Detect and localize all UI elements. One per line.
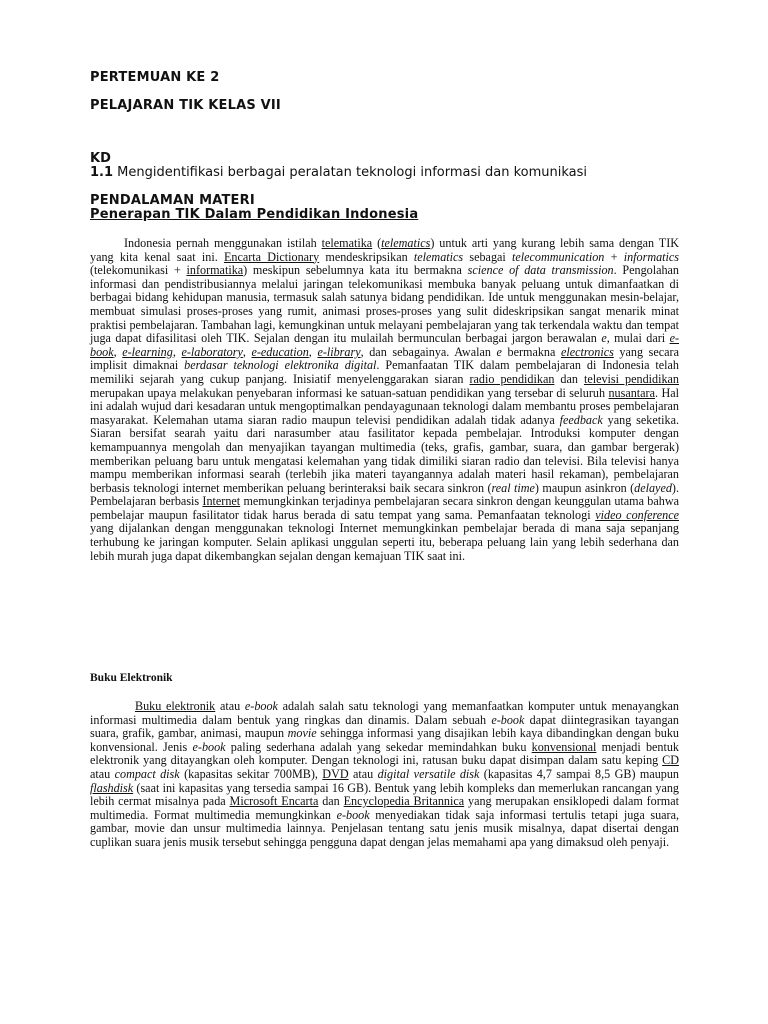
- para1-run: electronics: [561, 344, 614, 359]
- para2-run: atau: [215, 699, 245, 713]
- para2-run: e-book: [192, 739, 226, 754]
- para2-run: DVD: [322, 766, 349, 781]
- para1-run: berdasar teknologi elektronika digital: [184, 358, 377, 373]
- para2-run: CD: [662, 753, 679, 768]
- para1-run: , mulai dari: [606, 331, 670, 346]
- para2-run: movie: [287, 726, 317, 741]
- para2-run: konvensional: [531, 739, 597, 754]
- para1-run: ). Pembelajaran berbasis: [90, 480, 679, 509]
- para1-run: e-learning: [122, 344, 173, 359]
- para1-run: Encarta Dictionary: [223, 249, 320, 264]
- para1-run: . Pemanfaatan TIK dalam pembelajaran di Indonesia telah memiliki sejarah yang cukup panjang. Inisiatif menyelenggarakan siaran: [90, 358, 679, 386]
- para2-run: adalah salah satu teknologi yang memanfaatkan komputer untuk menayangkan informasi multimedia dalam bentuk yang ringkas dan dinamis. Dalam sebuah: [90, 699, 679, 727]
- para2-run: atau: [90, 766, 115, 781]
- kd-text: Mengidentifikasi berbagai peralatan teknologi informasi dan komunikasi: [113, 165, 588, 180]
- para1-run: . Hal ini adalah wujud dari kesadaran untuk mengoptimalkan pendayagunaan teknologi dalam membantu proses pembelajaran masyarakat. Kelemahan utama siaran radio maupun televisi pendidikan adalah tidak adanya: [90, 385, 679, 427]
- para1-run: memungkinkan terjadinya pembelajaran secara sinkron dengan keunggulan utama bahwa pembelajar maupun fasilitator tidak harus berada di satu tempat yang sama. Pemanfaatan teknologi: [90, 494, 679, 522]
- para1-run: e: [601, 331, 607, 346]
- lesson-heading: PELAJARAN TIK KELAS VII: [90, 98, 281, 113]
- para1-run: e-laboratory: [181, 344, 243, 359]
- para2-run: atau: [348, 766, 378, 781]
- para1-run: e-book: [90, 331, 680, 359]
- kd-number: 1.1: [90, 165, 114, 180]
- para2-run: dapat diintegrasikan tayangan suara, grafik, gambar, animasi, maupun: [90, 712, 679, 741]
- para1-run: ,: [242, 344, 252, 359]
- buku-elektronik-heading: Buku Elektronik: [90, 672, 173, 684]
- para1-run: delayed: [634, 480, 672, 495]
- para1-run: real time: [491, 480, 535, 495]
- para1-run: Internet: [202, 494, 241, 509]
- para2-run: menjadi bentuk elektronik yang ditayangkan oleh komputer. Dengan teknologi ini, ratusan buku dapat disimpan dalam satu keping: [90, 739, 679, 768]
- kd-line: [90, 165, 587, 180]
- para1-run: feedback: [559, 412, 603, 427]
- para1-run: telematika: [321, 236, 373, 250]
- paragraph-penerapan: [90, 237, 679, 563]
- para1-run: Indonesia pernah menggunakan istilah: [124, 236, 322, 250]
- para1-run: telematics: [381, 236, 431, 250]
- para1-run: ) maupun asinkron (: [534, 480, 635, 495]
- para1-run: , dan sebagainya. Awalan: [360, 344, 497, 359]
- meeting-heading: PERTEMUAN KE 2: [90, 70, 220, 85]
- para1-run: ) untuk arti yang kurang lebih sama dengan TIK yang kita kenal saat ini.: [90, 236, 680, 264]
- para1-run: dan: [554, 371, 584, 386]
- para2-run: (kapasitas sekitar 700MB),: [179, 766, 323, 781]
- para2-run: e-book: [244, 699, 278, 713]
- para1-run: ,: [308, 344, 318, 359]
- para1-run: ,: [113, 344, 123, 359]
- para1-run: yang dijalankan dengan menggunakan teknologi Internet memungkinkan pembelajar berada di mana saja sepanjang terhubung ke jaringan komputer. Selain aplikasi unggulan seperti itu, beberapa peluang lain yang lebih sederhana dan lebih murah juga dapat dikembangkan sejalan dengan kemajuan TIK saat ini.: [90, 521, 679, 563]
- para2-run: Buku elektronik: [135, 699, 216, 713]
- para1-run: ,: [172, 344, 182, 359]
- para1-run: merupakan upaya melakukan penyebaran informasi ke satuan-satuan pendidikan yang tersebar di seluruh: [90, 385, 609, 400]
- para1-run: mendeskripsikan: [319, 249, 414, 264]
- para2-run: digital versatile disk: [377, 766, 480, 781]
- para1-run: . Pengolahan informasi dan pendistribusiannya melalui jaringan telekomunikasi membuka banyak peluang untuk dimanfaatkan di berbagai bidang kehidupan manusia, termasuk salah satunya bidang pendidikan. Ide untuk menggunakan mesin-belajar, membuat simulasi proses-proses yang rumit, animasi proses-proses yang sulit dideskripsikan sangat menarik minat praktisi pembelajaran. Tambahan lagi, kemungkinan untuk melayani pembelajaran yang tak terkendala waktu dan tempat juga dapat difasilitasi oleh TIK. Sejalan dengan itu mulailah bermunculan berbagai jargon berawalan: [90, 263, 680, 346]
- para2-run: Encyclopedia Britannica: [343, 794, 465, 809]
- para2-run: yang merupakan ensiklopedi dalam format multimedia. Format multimedia memungkinkan: [90, 794, 680, 822]
- materi-heading: PENDALAMAN MATERI: [90, 193, 255, 208]
- paragraph-1-text: [90, 237, 679, 563]
- para1-run: (telekomunikasi +: [90, 263, 187, 278]
- paragraph-buku-elektronik: [90, 700, 679, 850]
- para1-run: ) meskipun sebelumnya kata itu bermakna: [243, 263, 468, 278]
- para2-run: e-book: [491, 712, 525, 727]
- para1-run: yang secara implisit dimaknai: [90, 344, 679, 373]
- para1-run: (: [372, 236, 382, 250]
- para2-run: sehingga informasi yang disajikan lebih kaya dibandingkan dengan buku konvensional. Jenis: [90, 726, 679, 754]
- kd-label: KD: [90, 151, 111, 166]
- para1-run: science of data transmission: [467, 263, 614, 278]
- para1-run: radio pendidikan: [469, 371, 555, 386]
- para1-run: video conference: [595, 507, 679, 522]
- para2-run: (kapasitas 4,7 sampai 8,5 GB) maupun: [479, 766, 679, 781]
- para1-run: bermakna: [501, 344, 561, 359]
- paragraph-2-text: [90, 700, 679, 850]
- para1-run: informatics: [623, 249, 680, 264]
- para2-run: flashdisk: [90, 780, 134, 795]
- para1-run: nusantara: [608, 385, 655, 400]
- materi-subheading: Penerapan TIK Dalam Pendidikan Indonesia: [90, 207, 419, 222]
- para1-run: informatika: [186, 263, 244, 278]
- para2-run: menyediakan tidak saja informasi tertulis tetapi juga suara, gambar, movie dan unsur multimedia lainnya. Penjelasan tentang satu jenis musik misalnya, dapat disertai dengan cuplikan suara jenis musik tersebut sehingga pengguna dapat dengan jelas memahami apa yang dimaksud oleh penyaji.: [90, 807, 679, 849]
- para1-run: e-library: [317, 344, 361, 359]
- para1-run: televisi pendidikan: [583, 371, 679, 386]
- para2-run: compact disk: [114, 766, 180, 781]
- para1-run: sebagai: [463, 249, 512, 264]
- para1-run: e-education: [251, 344, 309, 359]
- para1-run: telecommunication: [512, 249, 605, 264]
- para2-run: Microsoft Encarta: [229, 794, 319, 809]
- para1-run: +: [604, 249, 624, 264]
- para2-run: dan: [318, 794, 344, 809]
- para1-run: e: [496, 344, 502, 359]
- para2-run: e-book: [336, 807, 370, 822]
- para1-run: telematics: [413, 249, 464, 264]
- para2-run: paling sederhana adalah yang sekedar memindahkan buku: [225, 739, 532, 754]
- para1-run: yang seketika. Siaran bersifat searah yaitu dari narasumber atau fasilitator kepada pembelajar. Introduksi komputer dengan kemampuannya mengolah dan menyajikan tayangan multimedia (teks, grafis, gambar, suara, dan gambar bergerak) memberikan peluang baru untuk mengatasi kelemahan yang tidak dimiliki siaran radio dan televisi. Bila televisi hanya mampu memberikan informasi searah (terlebih jika materi tayangannya adalah materi hasil rekaman), pembelajaran berbasis teknologi internet memberikan peluang berinteraksi baik secara sinkron (: [90, 412, 679, 495]
- para2-run: (saat ini kapasitas yang tersedia sampai 16 GB). Bentuk yang lebih kompleks dan memerlukan rancangan yang lebih cermat misalnya pada: [90, 780, 679, 809]
